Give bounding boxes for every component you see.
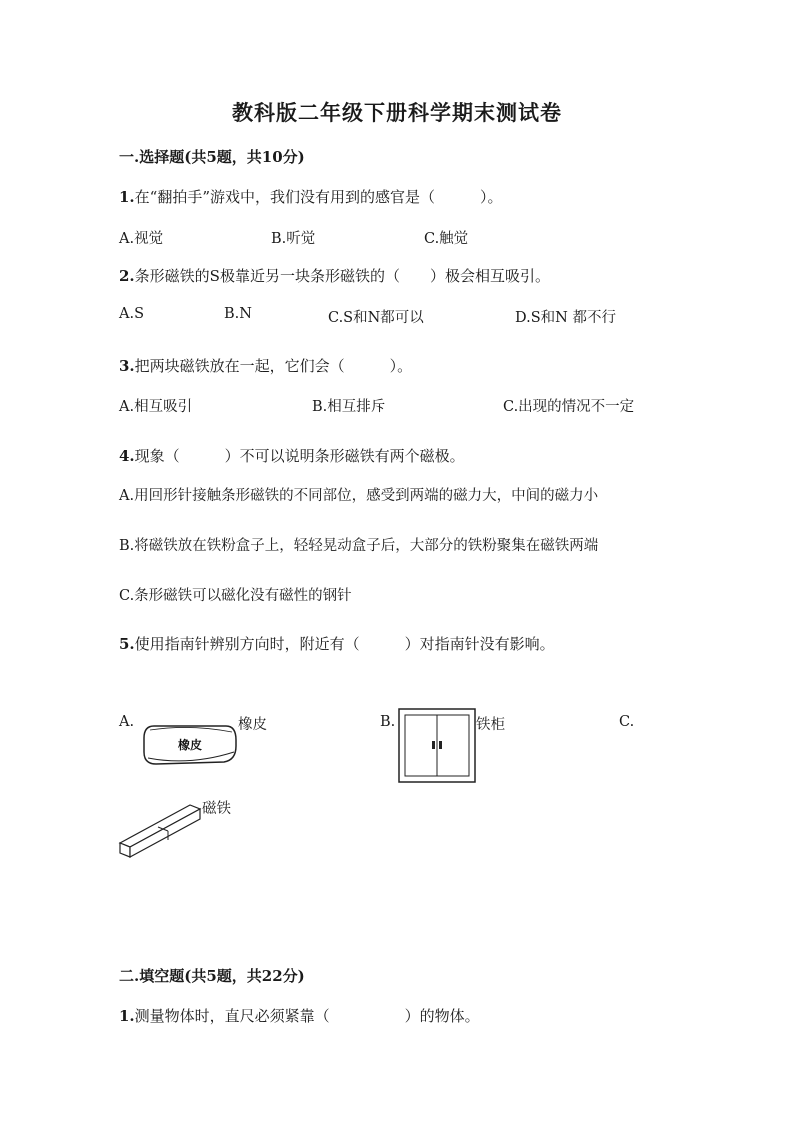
question-5 [119,633,555,654]
question-3 [119,355,412,376]
question-text: 条形磁铁的S极靠近另一块条形磁铁的（ ）极会相互吸引。 [134,267,550,285]
question-text: 使用指南针辨别方向时，附近有（ ）对指南针没有影响。 [134,635,555,653]
option-a: A.相互吸引 [119,399,193,415]
option-a: A.视觉 [119,231,164,247]
option-b: B.N [224,306,252,322]
question-2 [119,265,550,286]
option-c: C.出现的情况不一定 [503,399,635,415]
eraser-image [140,722,240,768]
option-a: A.用回形针接触条形磁铁的不同部位，感受到两端的磁力大，中间的磁力小 [119,488,599,504]
question-text: 测量物体时，直尺必须紧靠（ ）的物体。 [134,1007,480,1025]
option-c: C.条形磁铁可以磁化没有磁性的钢针 [119,588,352,604]
page-title: 教科版二年级下册科学期末测试卷 [232,100,562,125]
question-text: 把两块磁铁放在一起，它们会（ ）。 [134,357,413,375]
option-c: C.触觉 [424,231,469,247]
option-a-caption: 橡皮 [238,717,267,733]
option-c-letter: C. [619,714,635,730]
option-b: B.相互排斥 [312,399,386,415]
option-b: B.将磁铁放在铁粉盒子上，轻轻晃动盒子后，大部分的铁粉聚集在磁铁两端 [119,538,599,554]
option-c: C.S和N都可以 [328,310,424,326]
option-b-letter: B. [380,714,396,730]
question-1 [119,186,503,207]
question-number: 4. [119,447,135,465]
question-text: 在“翻拍手”游戏中，我们没有用到的感官是（ ）。 [134,188,503,206]
question-text: 现象（ ）不可以说明条形磁铁有两个磁极。 [134,447,465,465]
section-2-heading: 二.填空题(共5题，共22分) [119,967,305,985]
section-1-heading: 一.选择题(共5题，共10分) [119,148,305,166]
question-4 [119,445,465,466]
question-number: 2. [119,267,135,285]
iron-cabinet-image [398,708,478,784]
question-number: 1. [119,188,135,206]
option-a: A.S [119,306,145,322]
eraser-label: 橡皮 [177,738,203,752]
question-number: 1. [119,1007,135,1025]
question-number: 5. [119,635,135,653]
option-b: B.听觉 [271,231,316,247]
question-number: 3. [119,357,135,375]
bar-magnet-image [118,797,204,861]
option-b-caption: 铁柜 [476,717,505,733]
option-d: D.S和N 都不行 [515,310,616,326]
option-a-letter: A. [119,714,135,730]
option-c-caption: 磁铁 [202,801,231,817]
fill-question-1 [119,1005,480,1026]
